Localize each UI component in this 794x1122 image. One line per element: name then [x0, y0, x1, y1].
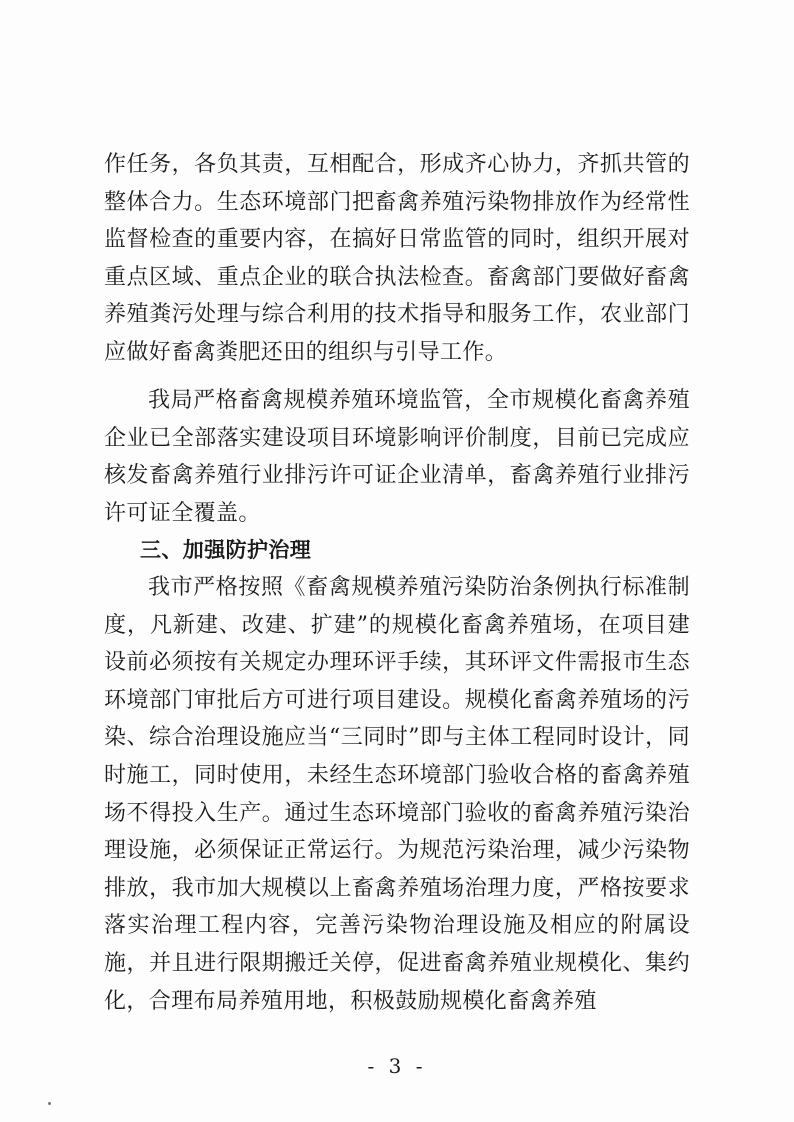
paragraph-3: 我市严格按照《畜禽规模养殖污染防治条例执行标准制度，凡新建、改建、扩建”的规模化畜禽养殖场，在项目建设前必须按有关规定办理环评手续，其环评文件需报市生态环境部门审批后方可进行项目建设。规模化畜禽养殖场的污染、综合治理设施应当“三同时”即与主体工程同时设计，同时施工，同时使用，未经生态环境部门验收合格的畜禽养殖场不得投入生产。通过生态环境部门验收的畜禽养殖污染治理设施，必须保证正常运行。为规范污染治理，减少污染物排放，我市加大规模以上畜禽养殖场治理力度，严格按要求落实治理工程内容，完善污染物治理设施及相应的附属设施，并且进行限期搬迁关停，促进畜禽养殖业规模化、集约化，合理布局养殖用地，积极鼓励规模化畜禽养殖 — [104, 575, 690, 1014]
paragraph-supervision — [104, 382, 690, 532]
page-number: - 3 - — [367, 1054, 427, 1078]
paragraph-1: 作任务，各负其责，互相配合，形成齐心协力，齐抓共管的整体合力。生态环境部门把畜禽养殖污染物排放作为经常性监督检查的重要内容，在搞好日常监管的同时，组织开展对重点区域、重点企业的联合执法检查。畜禽部门要做好畜禽养殖粪污处理与综合利用的技术指导和服务工作，农业部门应做好畜禽粪肥还田的组织与引导工作。 — [104, 152, 690, 365]
paragraph-protection — [104, 569, 690, 1020]
paragraph-2: 我局严格畜禽规模养殖环境监管，全市规模化畜禽养殖企业已全部落实建设项目环境影响评价制度，目前已完成应核发畜禽养殖行业排污许可证企业清单，畜禽养殖行业排污许可证全覆盖。 — [104, 388, 690, 526]
paragraph-continued — [104, 146, 690, 372]
section-heading: 三、加强防护治理 — [140, 538, 312, 562]
scan-speck — [48, 1102, 51, 1105]
